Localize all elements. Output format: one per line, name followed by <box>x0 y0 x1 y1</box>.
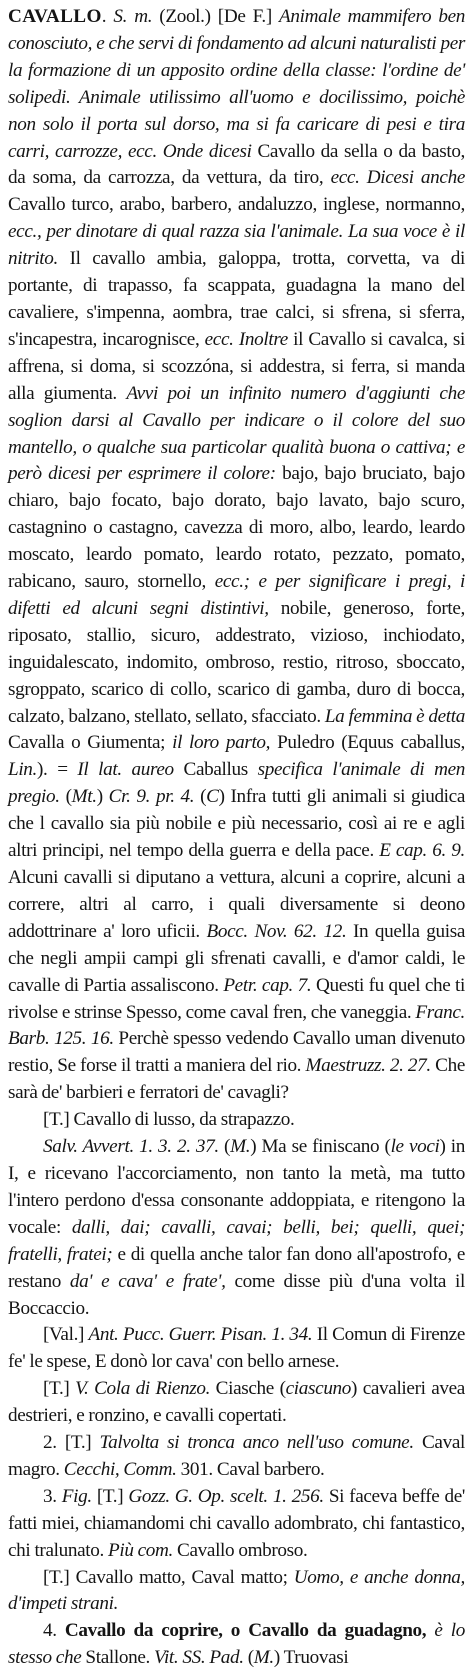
text-run: nobile, generoso, forte, riposato, stallio, sicuro, addestrato, vizioso, inchiodato, inguidalescato, indomito, ombroso, restio, ritroso, sboccato, sgroppato, scarico di collo, scarico di gamba, duro di bocca, calzato, balzano, stellato, sellato, sfacciato. <box>8 597 465 727</box>
italic-run: Più com. <box>107 1539 173 1561</box>
text-run: bajo, bajo bruciato, bajo chiaro, bajo focato, bajo dorato, bajo lavato, bajo scuro, castagnino o castagno, cavezza di moro, albo, leardo, leardo moscato, leardo pomato, leardo rotato, pezzato, pomato, rabicano, sauro, stornello, <box>8 463 465 593</box>
italic-run: Petr. cap. 7. <box>223 974 312 996</box>
text-run: ( <box>194 786 207 808</box>
italic-run: Salv. Avvert. 1. 3. 2. 37. <box>43 1136 219 1158</box>
text-run: Alcuni cavalli si diputano a vettura, alcuni a coprire, alcuni a correre, altri al carro, i quali diversamente si deono addottrinare a' loro uficii. <box>8 867 465 942</box>
italic-run: Maestruzz. 2. 27. <box>305 1055 431 1077</box>
headword: CAVALLO <box>8 6 102 27</box>
italic-run: Mt. <box>71 786 97 808</box>
text-run: Cavallo da sella o da basto, da soma, da carrozza, da vettura, da tiro, <box>8 140 466 189</box>
italic-run: La femmina è detta <box>324 705 465 727</box>
text-run: Cavallo turco, arabo, barbero, andaluzzo, inglese, normanno, <box>8 194 465 216</box>
text-run: Stallone. <box>81 1647 154 1669</box>
text-run: 2. [T.] <box>43 1432 100 1454</box>
text-run: In quella guisa che negli ampii campi gli sfrenati cavalli, e d'amor caldi, le cavalle di Partia assaliscono. <box>8 920 465 996</box>
text-run: [T.] Cavallo di lusso, da strapazzo. <box>43 1109 295 1131</box>
text-run: ) Infra tutti gli animali si giudica che l cavallo sia più nobile e più necessario, così ai re e agli altri principi, nel tempo della guerra e della pace. <box>8 786 465 862</box>
text-run: Puledro (Equus caballus, <box>270 732 465 754</box>
sub-entry-term: Cavallo da coprire, o Cavallo da guadagno, <box>64 1620 427 1642</box>
text-run: Ciasche ( <box>210 1378 286 1400</box>
entry-paragraph <box>8 1430 465 1484</box>
entry-paragraph <box>8 1484 465 1565</box>
italic-run: C <box>206 786 219 808</box>
entry-paragraph <box>8 1376 465 1430</box>
text-run: Il cavallo ambia, galoppa, trotta, corvetta, va di portante, di trapasso, fa scappata, guadagna la mano del cavaliere, s'impenna, aombra, trae calci, si sfrena, si sferra, s'incapestra, incarognisce, <box>8 248 465 350</box>
italic-run: ecc. Dicesi anche <box>330 167 465 189</box>
italic-run: è lo stesso che <box>8 1620 465 1669</box>
italic-run: Cecchi, Comm. <box>63 1458 177 1480</box>
entry-paragraph <box>8 1565 465 1619</box>
text-run: Caval magro. <box>8 1432 465 1480</box>
italic-run: S. m. <box>113 6 153 27</box>
text-run: il Cavallo si cavalca, si affrena, si doma, si scozzóna, si addestra, si ferra, si manda alla giumenta. <box>8 328 465 404</box>
text-run: ( <box>59 786 72 808</box>
entry-paragraph <box>8 1322 465 1376</box>
text-run: [T.] <box>43 1378 76 1400</box>
text-run: [T.] Cavallo matto, Caval matto; <box>43 1566 294 1588</box>
italic-run: Il lat. aureo <box>77 759 174 781</box>
italic-run: ecc., per dinotare di qual razza sia l'animale. La sua voce è il nitrito. <box>8 221 465 270</box>
entry-paragraph <box>8 1107 465 1134</box>
text-run: ) Truovasi <box>273 1647 349 1669</box>
italic-run: Franc. Barb. 125. 16. <box>8 1001 465 1050</box>
text-run: ) <box>96 786 109 808</box>
text-run: come disse più d'una volta il Boccaccio. <box>8 1270 465 1319</box>
text-run: Perchè spesso vedendo Cavallo uman divenuto restio, Se forse il tratti a maniera del rio. <box>8 1028 465 1077</box>
italic-run: ecc. Inoltre <box>204 328 288 350</box>
text-run: 3. <box>43 1485 62 1507</box>
text-run: . <box>101 6 114 27</box>
text-run: ) cavalieri avea destrieri, e ronzino, e cavalli copertati. <box>8 1378 465 1427</box>
italic-run: V. Cola di Rienzo. <box>75 1378 211 1400</box>
text-run: ) Ma se finiscano ( <box>250 1136 391 1158</box>
italic-run: Fig. <box>61 1485 92 1507</box>
italic-run: Ant. Pucc. Guerr. Pisan. 1. 34. <box>88 1324 313 1346</box>
text-run: Che sarà de' barbieri e ferratori de' cavagli? <box>8 1055 465 1104</box>
text-run: e di quella anche talor fan dono all'apostrofo, e restano <box>8 1243 465 1292</box>
italic-run: specifica l'animale di men pregio. <box>8 759 465 808</box>
text-run: Il Comun di Firenze fe' le spese, E donò lor cava' con bello arnese. <box>8 1324 465 1373</box>
italic-run: il loro parto, <box>172 732 271 754</box>
text-run: Caballus <box>173 759 258 781</box>
text-run: Si faceva beffe de' fatti miei, chiamandomi chi cavallo adombrato, chi fantastico, chi tralunato. <box>8 1485 465 1561</box>
italic-run: Animale mammifero ben conosciuto, e che servi di fondamento ad alcuni naturalisti per la formazione di un apposito ordine della classe: l'ordine de' solipedi. Animale utilissimo all'uomo e docilissimo, poichè non solo il porta sul dorso, ma si fa caricare di pesi e tira carri, carrozze, ecc. Onde dicesi <box>8 6 465 162</box>
text-run: Cavallo ombroso. <box>173 1539 308 1561</box>
text-run: 4. <box>43 1620 65 1642</box>
text-run: ( <box>243 1647 254 1669</box>
text-run: Cavalla o Giumenta; <box>8 732 173 754</box>
entry-paragraph <box>8 4 465 1107</box>
text-run: ( <box>218 1136 231 1158</box>
italic-run: da' e cava' e frate', <box>69 1270 226 1292</box>
italic-run: Vit. SS. Pad. <box>154 1647 244 1669</box>
italic-run: dalli, dai; cavalli, cavai; belli, bei; quelli, quei; fratelli, fratei; <box>8 1216 465 1265</box>
text-run: ). = <box>37 759 78 781</box>
text-run: (Zool.) [De F.] <box>152 6 280 27</box>
text-run: Questi fu quel che ti rivolse e strinse Spesso, come caval fren, che vaneggia. <box>8 974 465 1023</box>
italic-run: Uomo, e anche donna, d'impeti strani. <box>8 1566 465 1615</box>
italic-run: le voci <box>390 1136 440 1158</box>
dictionary-entry <box>8 4 465 1672</box>
italic-run: Avvi poi un infinito numero d'aggiunti che soglion darsi al Cavallo per indicare o il colore del suo mantello, o qualche sua particolar qualità buona o cattiva; e però dicesi per esprimere il colore: <box>8 382 466 485</box>
italic-run: Bocc. Nov. 62. 12. <box>206 920 347 942</box>
italic-run: Gozz. G. Op. scelt. 1. 256. <box>128 1485 324 1507</box>
italic-run: ciascuno <box>285 1378 352 1400</box>
italic-run: Lin. <box>8 759 37 781</box>
italic-run: Talvolta si tronca anco nell'uso comune. <box>99 1432 414 1454</box>
text-run: [T.] <box>91 1485 129 1507</box>
text-run: 301. Caval barbero. <box>176 1458 325 1480</box>
italic-run: M. <box>253 1647 274 1669</box>
entry-paragraph <box>8 1618 465 1672</box>
text-run: [Val.] <box>43 1324 89 1346</box>
entry-paragraph <box>8 1134 465 1322</box>
text-run <box>426 1620 434 1641</box>
text-run: ) in I, e ricevano l'accorciamento, non tanto la metà, ma tutto l'intero perdono d'essa consonante addoppiata, e ritengono la vocale: <box>8 1136 465 1238</box>
italic-run: Cr. 9. pr. 4. <box>108 786 195 808</box>
italic-run: ecc.; e per significare i pregi, i difetti ed alcuni segni distintivi, <box>8 571 465 619</box>
italic-run: M. <box>230 1136 251 1158</box>
italic-run: E cap. 6. 9. <box>379 840 465 862</box>
